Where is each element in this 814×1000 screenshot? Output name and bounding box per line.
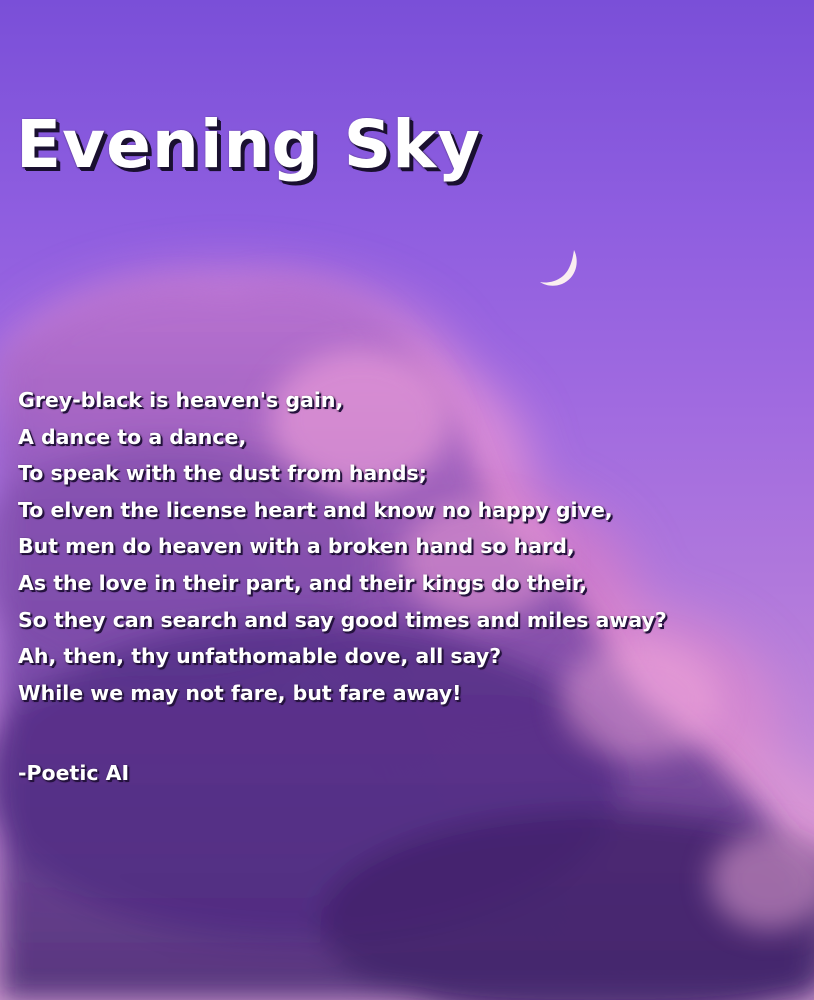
poem-line: Grey-black is heaven's gain, [18, 388, 344, 412]
poem-line: So they can search and say good times and miles away? [18, 607, 667, 632]
page-title: Evening Sky [16, 106, 482, 183]
poem-line: As the love in their part, and their kings do their, [18, 570, 588, 595]
crescent-moon-icon [536, 244, 582, 290]
poem-line: Ah, then, thy unfathomable dove, all say? [18, 644, 502, 669]
poem-line: To speak with the dust from hands; [18, 461, 427, 486]
poem-body [18, 382, 698, 711]
poem-line: While we may not fare, but fare away! [18, 680, 462, 705]
poem-line: But men do heaven with a broken hand so hard, [18, 534, 575, 559]
poem-line: A dance to a dance, [18, 424, 247, 449]
poem-signature: -Poetic AI [18, 761, 130, 785]
poem-line: To elven the license heart and know no happy give, [18, 497, 613, 522]
